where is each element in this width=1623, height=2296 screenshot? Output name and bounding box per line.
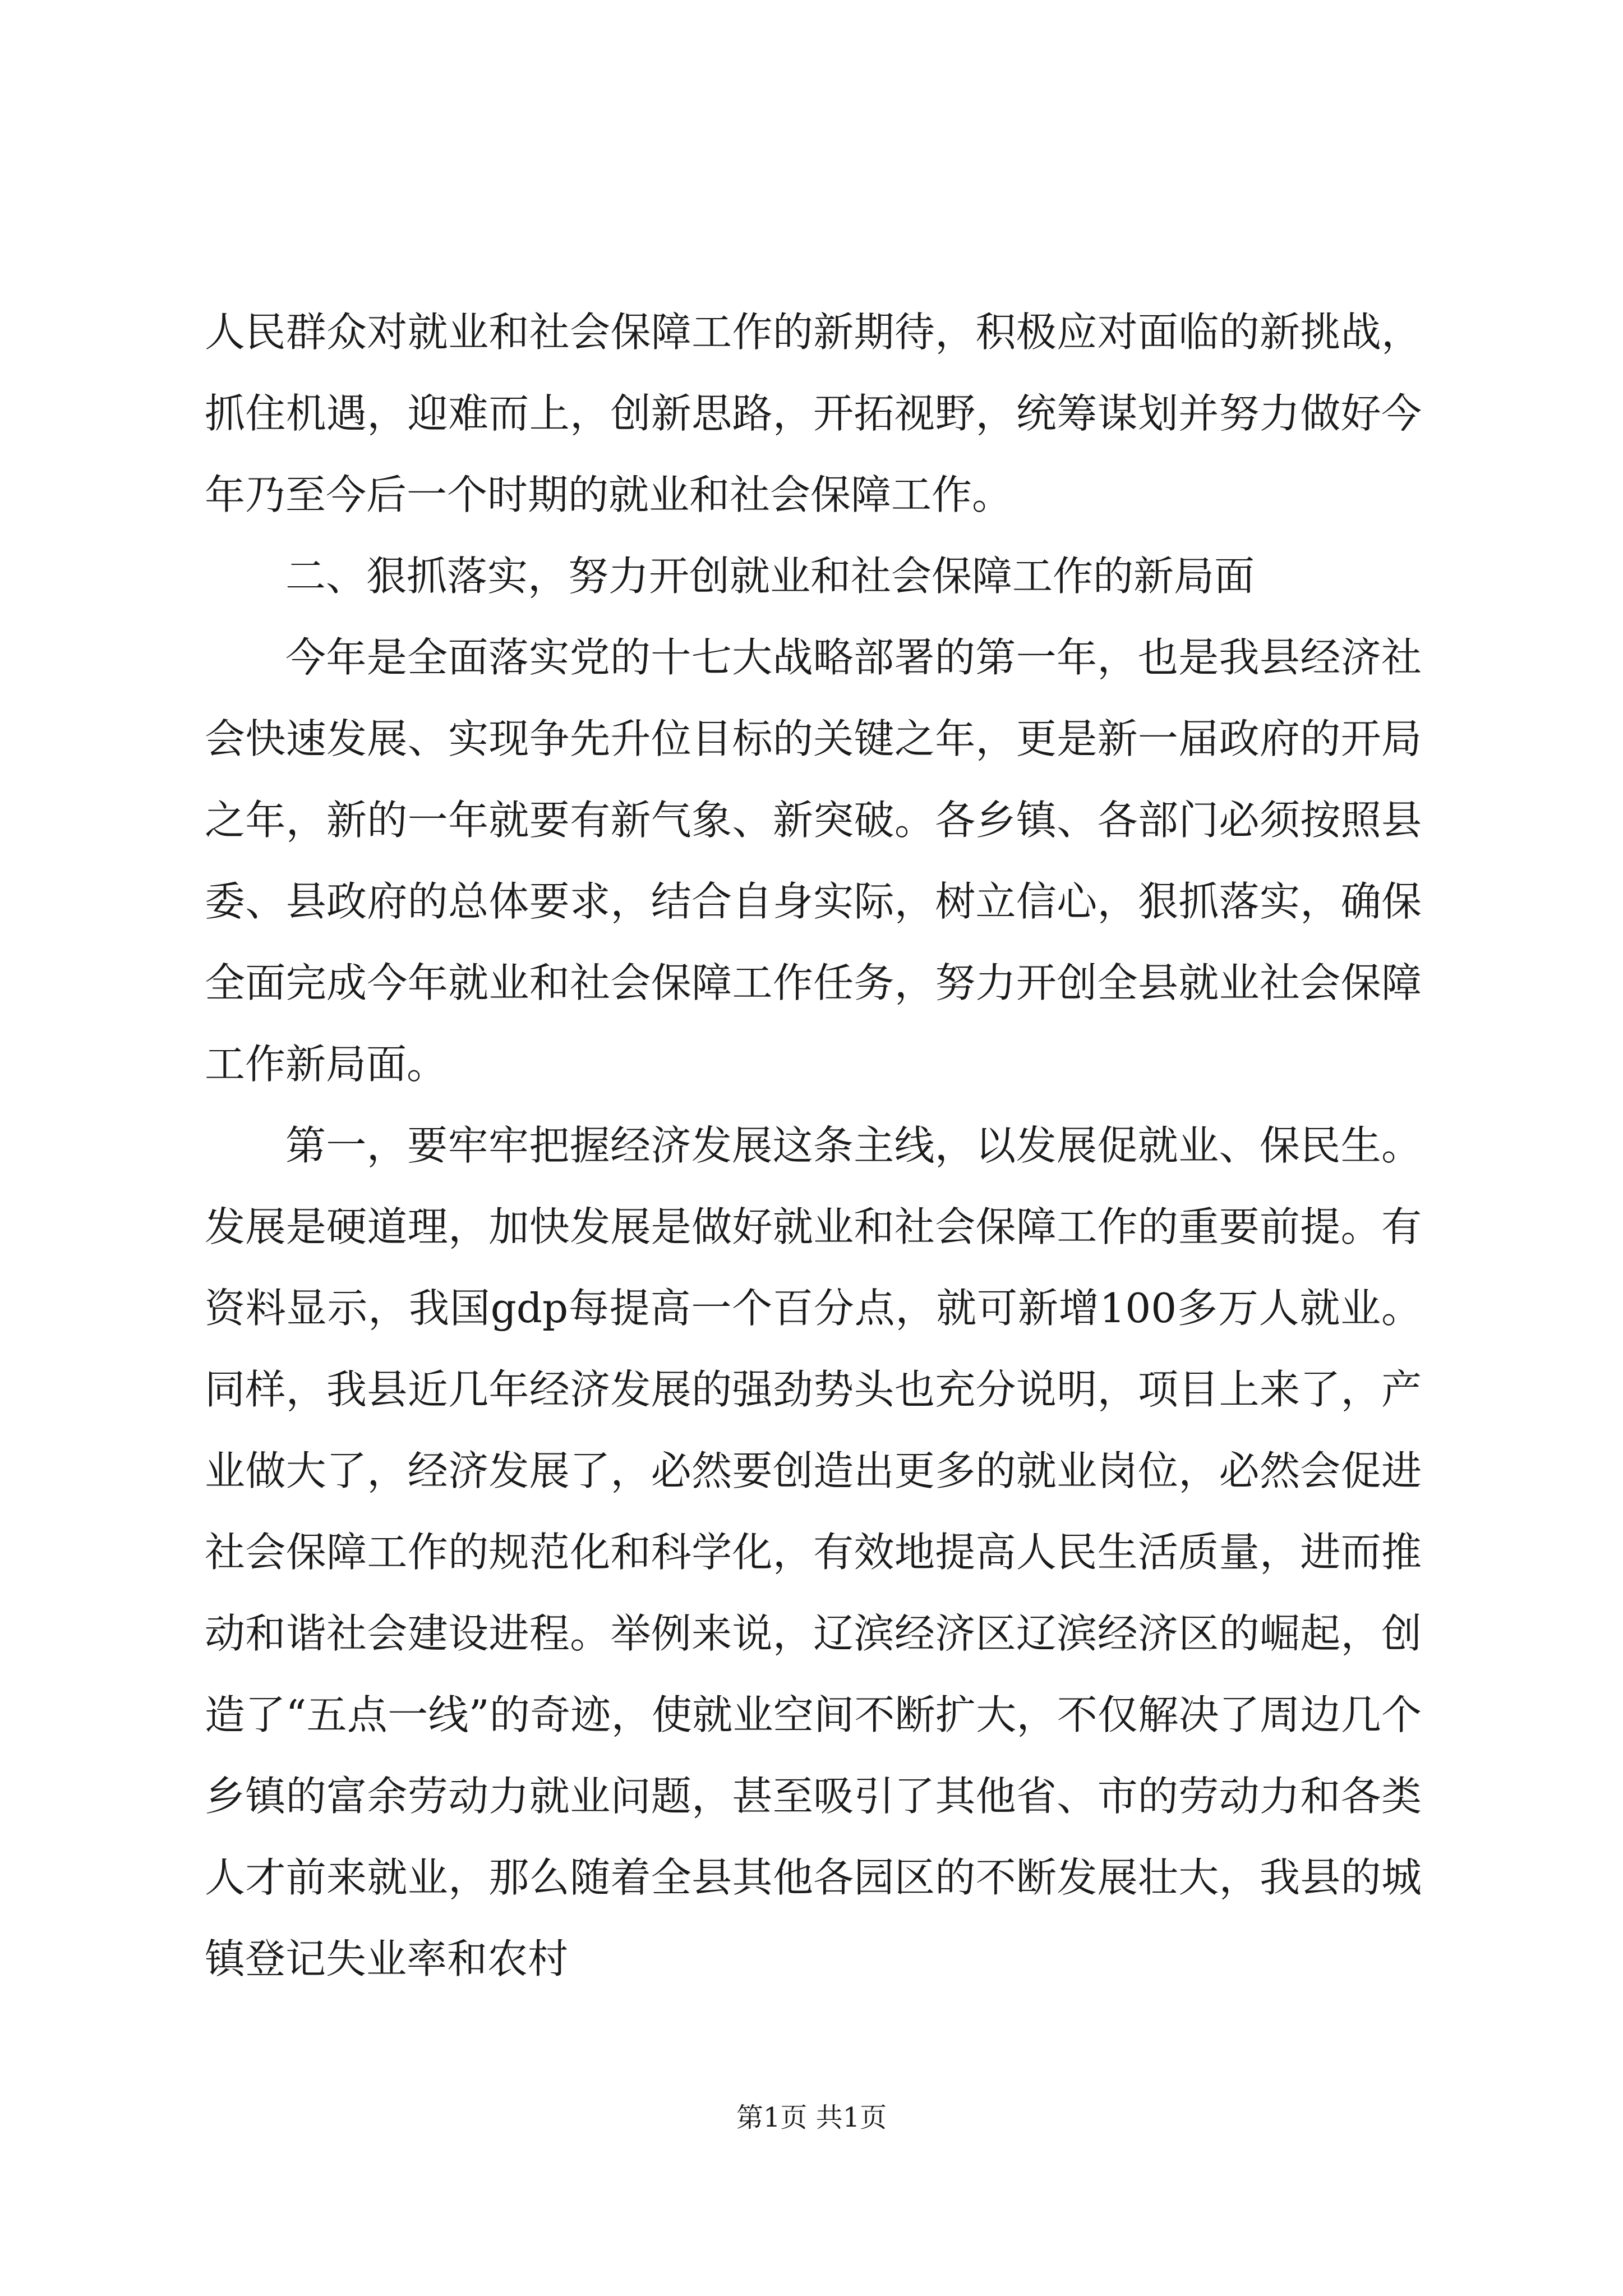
page-footer: 第1页 共1页 xyxy=(736,2102,887,2133)
document-body xyxy=(205,292,1422,2000)
paragraph-continuation: 人民群众对就业和社会保障工作的新期待，积极应对面临的新挑战，抓住机遇，迎难而上，创新思路，开拓视野，统筹谋划并努力做好今年乃至今后一个时期的就业和社会保障工作。 xyxy=(205,309,1422,518)
paragraph-first-point: 第一，要牢牢把握经济发展这条主线，以发展促就业、保民生。发展是硬道理，加快发展是做好就业和社会保障工作的重要前提。有资料显示，我国gdp每提高一个百分点，就可新增100多万人就业。同样，我县近几年经济发展的强劲势头也充分说明，项目上来了，产业做大了，经济发展了，必然要创造出更多的就业岗位，必然会促进社会保障工作的规范化和科学化，有效地提高人民生活质量，进而推动和谐社会建设进程。举例来说，辽滨经济区辽滨经济区的崛起，创造了“五点一线”的奇迹，使就业空间不断扩大，不仅解决了周边几个乡镇的富余劳动力就业问题，甚至吸引了其他省、市的劳动力和各类人才前来就业，那么随着全县其他各园区的不断发展壮大，我县的城镇登记失业率和农村 xyxy=(205,1122,1422,1982)
paragraph-intro: 今年是全面落实党的十七大战略部署的第一年，也是我县经济社会快速发展、实现争先升位目标的关键之年，更是新一届政府的开局之年，新的一年就要有新气象、新突破。各乡镇、各部门必须按照县委、县政府的总体要求，结合自身实际，树立信心，狠抓落实，确保全面完成今年就业和社会保障工作任务，努力开创全县就业社会保障工作新局面。 xyxy=(205,634,1422,1088)
section-heading: 二、狠抓落实，努力开创就业和社会保障工作的新局面 xyxy=(285,553,1255,600)
